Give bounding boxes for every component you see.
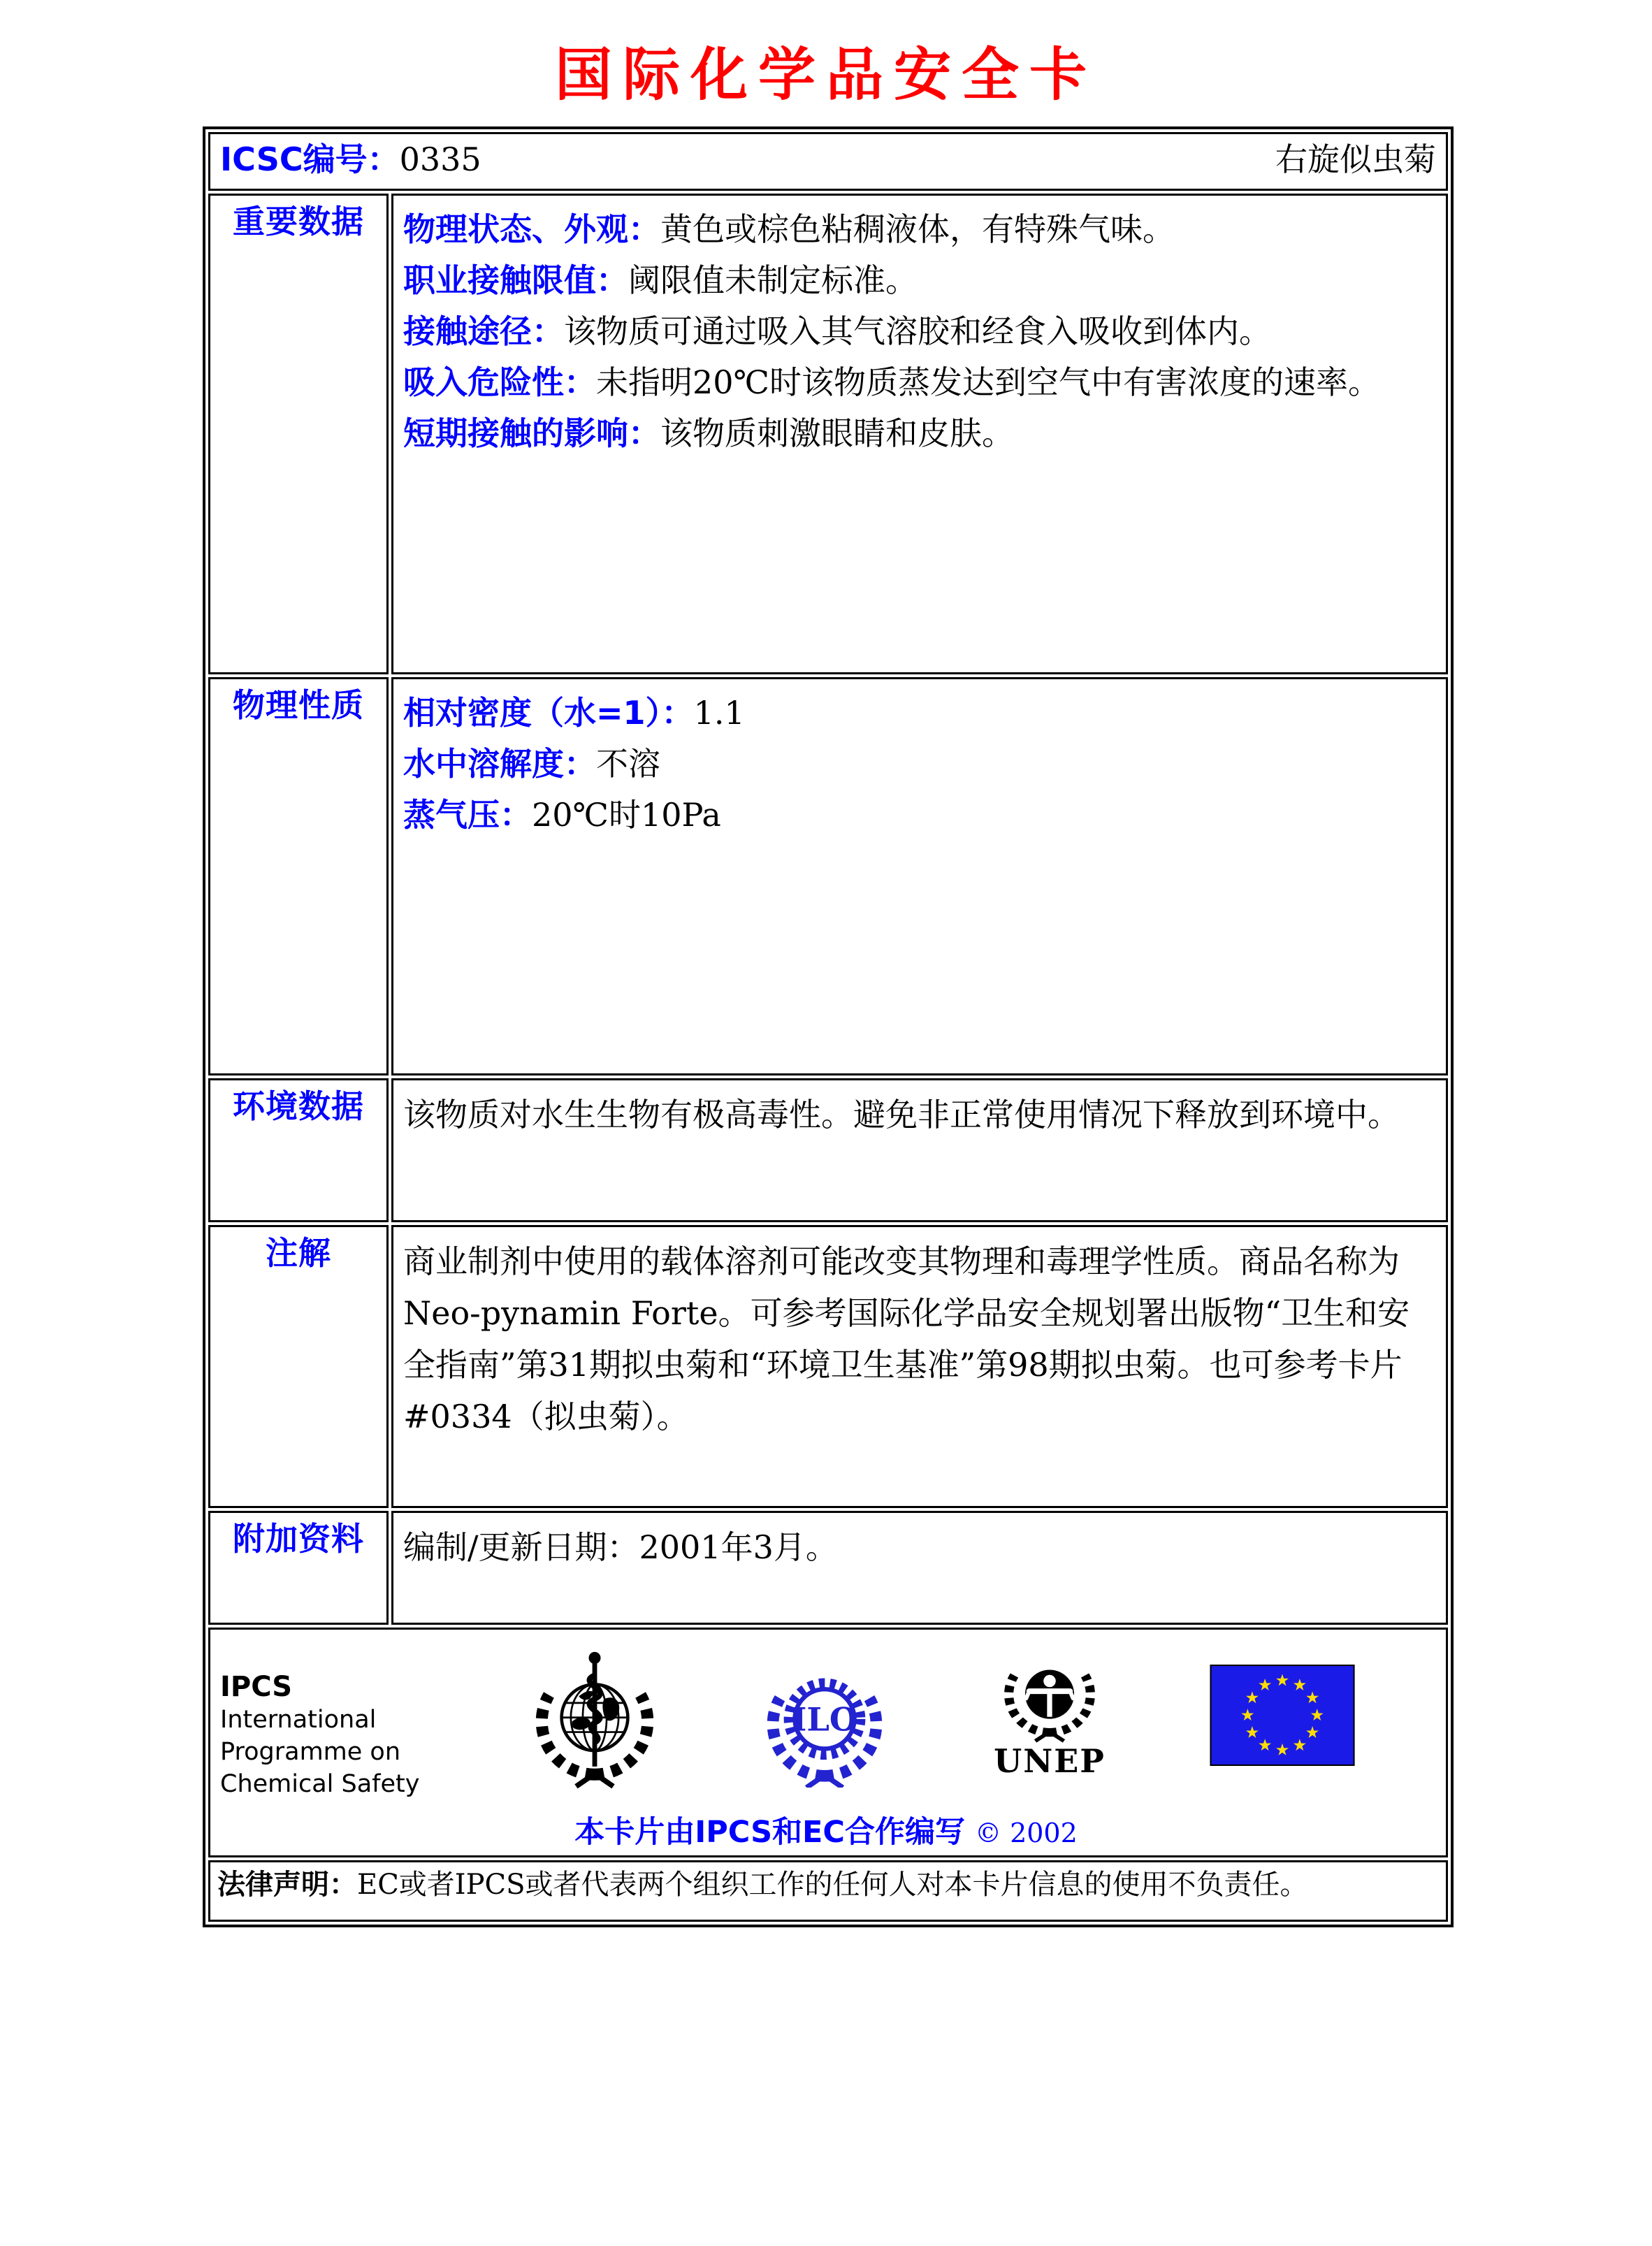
environmental-data-text: 该物质对水生生物有极高毒性。避免非正常使用情况下释放到环境中。 [403, 1096, 1400, 1133]
section-label-important-data: 重要数据 [208, 194, 389, 674]
legal-text: EC或者IPCS或者代表两个组织工作的任何人对本卡片信息的使用不负责任。 [357, 1869, 1308, 1901]
notes-content [391, 1225, 1448, 1508]
physical-properties-row [208, 677, 1448, 1075]
eu-flag [1210, 1665, 1355, 1766]
field-physical-state: 物理状态、外观：黄色或棕色粘稠液体，有特殊气味。 [403, 210, 1175, 248]
unep-caption: UNEP [994, 1742, 1106, 1780]
legal-row [208, 1860, 1448, 1922]
field-exposure-routes: 接触途径：该物质可通过吸入其气溶胶和经食入吸收到体内。 [403, 312, 1271, 350]
physical-properties-content [391, 677, 1448, 1075]
notes-row [208, 1225, 1448, 1508]
chemical-name: 右旋似虫菊 [1275, 140, 1436, 178]
field-relative-density: 相对密度（水=1）：1.1 [403, 694, 745, 732]
field-vapor-pressure: 蒸气压：20℃时10Pa [403, 796, 721, 834]
notes-text: 商业制剂中使用的载体溶剂可能改变其物理和毒理学性质。商品名称为Neo-pynamin Forte。可参考国际化学品安全规划署出版物“卫生和安全指南”第31期拟虫菊和“环境卫生基准”第98期拟虫菊。也可参考卡片#0334（拟虫菊）。 [403, 1242, 1410, 1435]
icsc-table [203, 126, 1454, 1927]
section-label-environmental-data: 环境数据 [208, 1078, 389, 1222]
page-title: 国际化学品安全卡 [554, 42, 1097, 108]
icsc-number-label: ICSC编号： [220, 140, 400, 178]
ilo-logo [760, 1648, 890, 1788]
copyright-text: © 2002 [974, 1818, 1078, 1848]
who-logo [528, 1638, 661, 1790]
important-data-content [391, 194, 1448, 674]
icsc-number-value: 0335 [399, 140, 481, 178]
section-label-physical-properties: 物理性质 [208, 677, 389, 1075]
ilo-monogram: ILO [791, 1700, 858, 1739]
section-label-notes: 注解 [208, 1225, 389, 1508]
unep-logo [988, 1642, 1111, 1778]
field-short-term-effects: 短期接触的影响：该物质刺激眼睛和皮肤。 [403, 414, 1014, 452]
important-data-row [208, 194, 1448, 674]
credit-text: 本卡片由IPCS和EC合作编写 [574, 1815, 965, 1850]
credit-line [220, 1809, 1432, 1851]
ipcs-text-block [220, 1637, 430, 1800]
section-label-additional-info: 附加资料 [208, 1511, 389, 1625]
icsc-number-group [220, 134, 481, 180]
logos-row [208, 1628, 1448, 1857]
additional-info-row [208, 1511, 1448, 1625]
field-occupational-limits: 职业接触限值：阈限值未制定标准。 [403, 261, 918, 299]
ipcs-line-2: Programme on [220, 1738, 401, 1766]
additional-info-text: 编制/更新日期：2001年3月。 [403, 1528, 838, 1566]
ipcs-line-1: International [220, 1706, 377, 1734]
field-inhalation-risk: 吸入危险性：未指明20℃时该物质蒸发达到空气中有害浓度的速率。 [403, 363, 1380, 401]
environmental-data-content [391, 1078, 1448, 1222]
legal-label: 法律声明： [217, 1869, 357, 1901]
ipcs-line-3: Chemical Safety [220, 1770, 420, 1798]
field-water-solubility: 水中溶解度：不溶 [403, 745, 660, 783]
header-row [208, 132, 1448, 191]
additional-info-content [391, 1511, 1448, 1625]
ipcs-acronym: IPCS [220, 1671, 293, 1703]
environmental-data-row [208, 1078, 1448, 1222]
